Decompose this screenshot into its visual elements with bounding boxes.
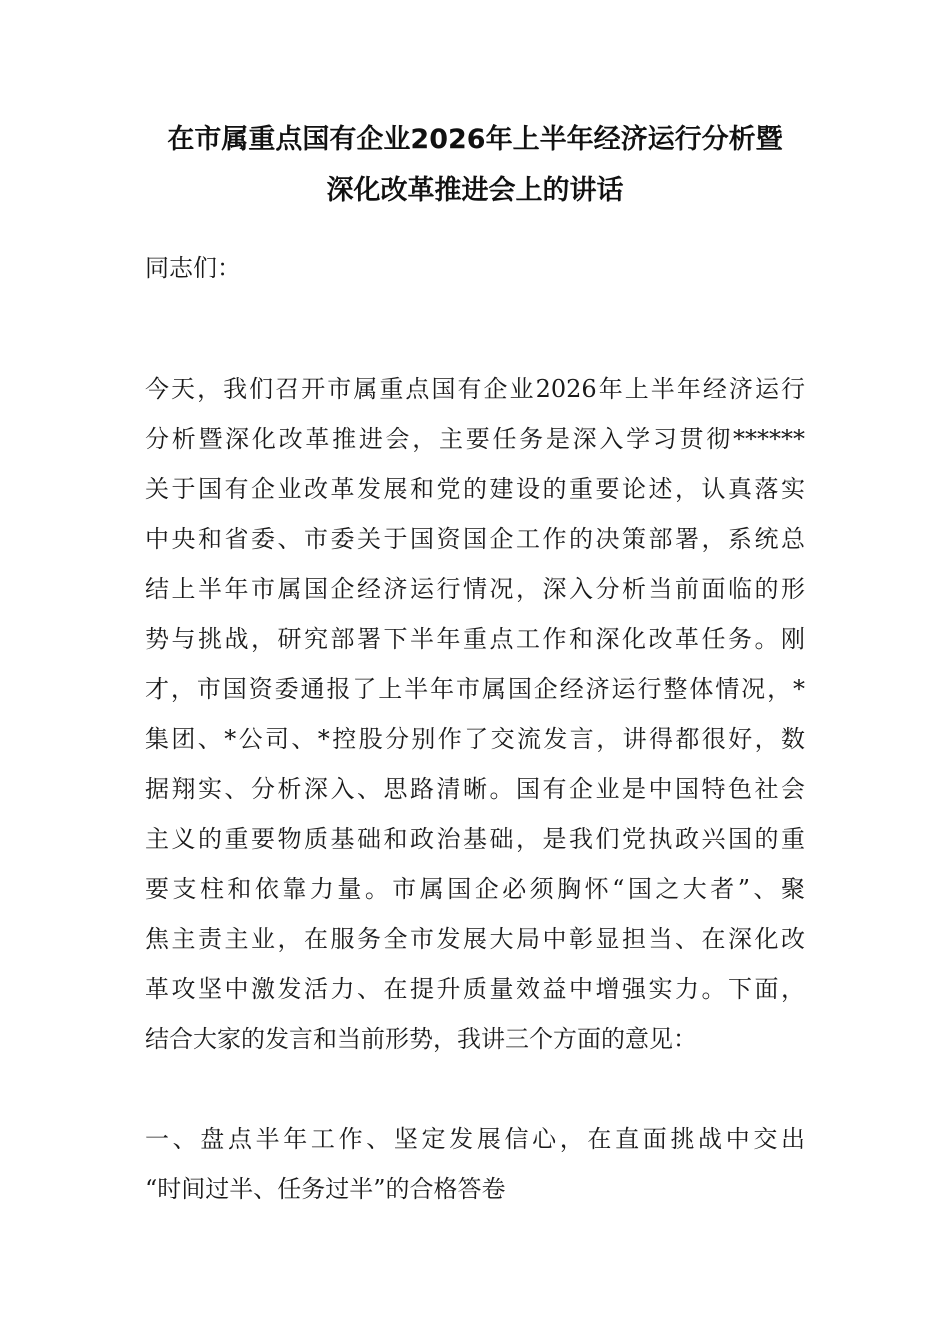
paragraph-line: 据翔实、分析深入、思路清晰。国有企业是中国特色社会	[145, 775, 805, 803]
paragraph-line: 分析暨深化改革推进会，主要任务是深入学习贯彻******	[145, 425, 805, 453]
paragraph-line: 今天，我们召开市属重点国有企业2026年上半年经济运行	[145, 375, 805, 403]
document-title-line-1: 在市属重点国有企业2026年上半年经济运行分析暨	[167, 124, 783, 155]
paragraph-line: 势与挑战，研究部署下半年重点工作和深化改革任务。刚	[145, 625, 805, 653]
paragraph-line: 主义的重要物质基础和政治基础，是我们党执政兴国的重	[145, 825, 805, 853]
section-heading-line-2: “时间过半、任务过半”的合格答卷	[145, 1175, 506, 1203]
section-heading-line-1: 一、盘点半年工作、坚定发展信心，在直面挑战中交出	[145, 1125, 805, 1153]
paragraph-line: 革攻坚中激发活力、在提升质量效益中增强实力。下面，	[145, 975, 805, 1003]
paragraph-line: 要支柱和依靠力量。市属国企必须胸怀“国之大者”、聚	[145, 875, 805, 903]
paragraph-line: 中央和省委、市委关于国资国企工作的决策部署，系统总	[145, 525, 805, 553]
paragraph-line: 关于国有企业改革发展和党的建设的重要论述，认真落实	[145, 475, 805, 503]
paragraph-line: 焦主责主业，在服务全市发展大局中彰显担当、在深化改	[145, 925, 805, 953]
salutation: 同志们：	[145, 254, 241, 282]
document-title-line-2: 深化改革推进会上的讲话	[326, 175, 624, 206]
paragraph-line: 才，市国资委通报了上半年市属国企经济运行整体情况，*	[145, 675, 805, 703]
paragraph-line: 结合大家的发言和当前形势，我讲三个方面的意见：	[145, 1025, 697, 1053]
paragraph-line: 集团、*公司、*控股分别作了交流发言，讲得都很好，数	[145, 725, 805, 753]
paragraph-line: 结上半年市属国企经济运行情况，深入分析当前面临的形	[145, 575, 805, 603]
